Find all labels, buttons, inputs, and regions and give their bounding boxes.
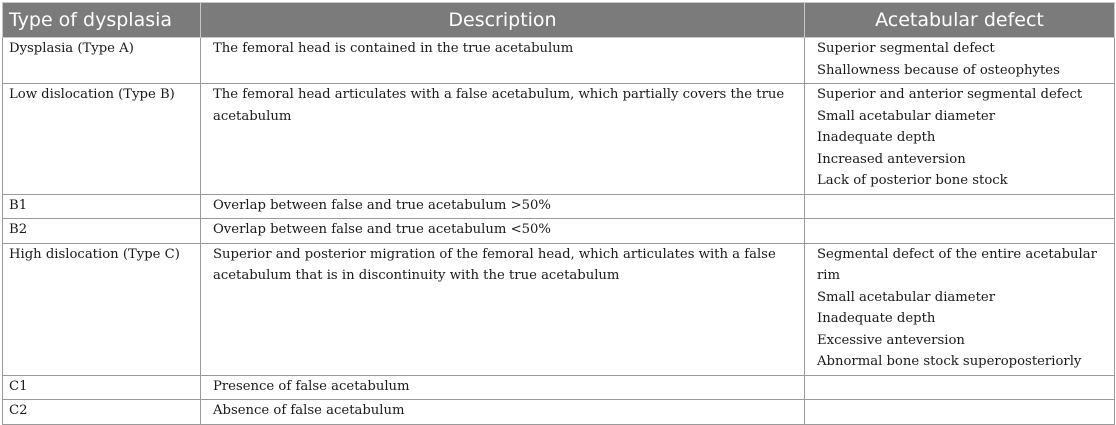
description-cell: Presence of false acetabulum	[201, 375, 805, 400]
dysplasia-type-cell: C1	[3, 375, 201, 400]
table-row	[3, 375, 1115, 400]
acetabular-defect-cell	[805, 400, 1115, 425]
acetabular-defect-cell	[805, 219, 1115, 244]
table-row	[3, 194, 1115, 219]
dysplasia-type-cell: Low dislocation (Type B)	[3, 84, 201, 195]
dysplasia-classification-table	[2, 2, 1115, 425]
dysplasia-type-cell: C2	[3, 400, 201, 425]
description-cell: Absence of false acetabulum	[201, 400, 805, 425]
header-description: Description	[201, 3, 805, 38]
defect-item: Increased anteversion	[817, 151, 966, 167]
header-row	[3, 3, 1115, 38]
table-row	[3, 243, 1115, 375]
dysplasia-type-cell: B1	[3, 194, 201, 219]
defect-item: Inadequate depth	[817, 130, 936, 145]
dysplasia-type-cell: Dysplasia (Type A)	[3, 38, 201, 84]
description-cell: The femoral head articulates with a false acetabulum, which partially covers the true acetabulum	[201, 84, 805, 195]
acetabular-defect-cell	[805, 243, 1115, 375]
table-row	[3, 84, 1115, 195]
acetabular-defect-cell	[805, 38, 1115, 84]
defect-item: Abnormal bone stock superoposteriorly	[817, 354, 1082, 369]
acetabular-defect-cell	[805, 84, 1115, 195]
defect-item: Small acetabular diameter	[817, 289, 995, 305]
description-cell: The femoral head is contained in the true acetabulum	[201, 38, 805, 84]
dysplasia-type-cell: B2	[3, 219, 201, 244]
table-header	[3, 3, 1115, 38]
defect-item: Superior segmental defect	[817, 41, 995, 56]
defect-item: Small acetabular diameter	[817, 108, 995, 124]
header-type-of-dysplasia: Type of dysplasia	[3, 3, 201, 38]
defect-item: Superior and anterior segmental defect	[817, 87, 1083, 102]
description-cell: Overlap between false and true acetabulum <50%	[201, 219, 805, 244]
defect-item: Inadequate depth	[817, 311, 936, 326]
dysplasia-type-cell: High dislocation (Type C)	[3, 243, 201, 375]
defect-item: Shallowness because of osteophytes	[817, 62, 1060, 78]
acetabular-defect-cell	[805, 194, 1115, 219]
defect-item: Segmental defect of the entire acetabular rim	[817, 246, 1097, 283]
acetabular-defect-cell	[805, 375, 1115, 400]
table-row	[3, 38, 1115, 84]
description-cell: Overlap between false and true acetabulum >50%	[201, 194, 805, 219]
table-body	[3, 38, 1115, 425]
defect-item: Excessive anteversion	[817, 332, 965, 348]
description-cell: Superior and posterior migration of the femoral head, which articulates with a false acetabulum that is in discontinuity with the true acetabulum	[201, 243, 805, 375]
table-row	[3, 400, 1115, 425]
header-acetabular-defect: Acetabular defect	[805, 3, 1115, 38]
defect-item: Lack of posterior bone stock	[817, 173, 1008, 188]
table-row	[3, 219, 1115, 244]
